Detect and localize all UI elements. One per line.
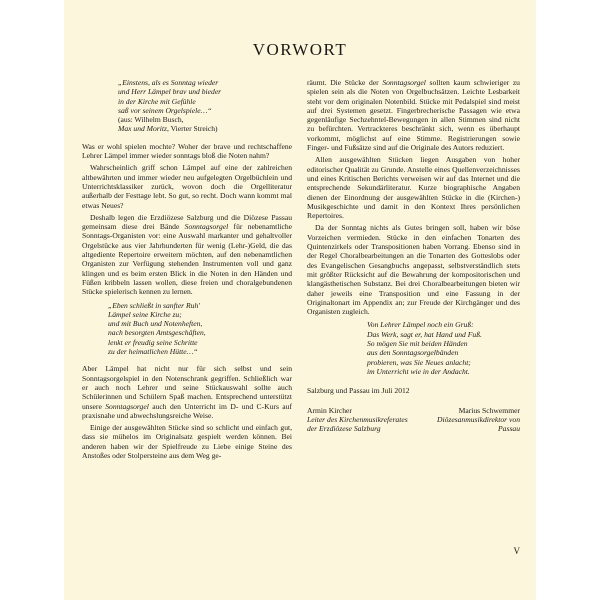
page-number: V [513, 546, 520, 556]
paragraph: Was er wohl spielen mochte? Woher der brave und rechtschaffene Lehrer Lämpel immer wieder sonntags bloß die Noten nahm? [82, 141, 292, 161]
verse-line: So mögen Sie mit beiden Händen [367, 339, 468, 349]
right-column [307, 78, 520, 433]
paragraph: Wahrscheinlich griff schon Lämpel auf eine der zahlreichen altbewährten und immer wieder neu aufgelegten Orgelbüchlein und Unterrichtsklassiker zurück, wovon doch die Orgelliteratur außerhalb der Festtage lebt. So gut, so recht. Doch wann kommt mal etwas Neues? [82, 163, 292, 210]
verse-line: im Unterricht wie in der Andacht. [367, 366, 470, 376]
epigraph-quote [82, 78, 292, 134]
book-page [64, 0, 536, 600]
paragraph: Aber Lämpel hat nicht nur für sich selbst und sein Sonntagsorgelspiel in den Notenschrank gegriffen. Schließlich war er auch noch Lehrer und seine Stückauswahl sollte auch Schülerinnen und Schülern Spaß machen. Entsprechend unterstützt unsere Sonntagsorgel auch den Unterricht im D- und C-Kurs auf praxisnahe und abwechslungsreiche Weise. [82, 364, 293, 420]
page-title: VORWORT [252, 40, 348, 59]
verse-line: zu der heimatlichen Hütte…“ [108, 347, 198, 357]
epigraph-source: (aus: Wilhelm Busch, Max und Moritz, Vierter Streich) [118, 115, 218, 134]
paragraph: Einige der ausgewählten Stücke sind so schlicht und einfach gut, dass sie mühelos im Originalsatz gespielt werden können. Bei anderen haben wir der Spielfreude zu Liebe einige Steine des Anstoßes oder Stolpersteine aus dem Weg ge- [82, 423, 292, 460]
verse-quote [82, 301, 292, 357]
verse-line: Lämpel seine Kirche zu; [108, 309, 182, 319]
verse-line: aus den Sonntagsorgelbänden [367, 348, 459, 358]
signature-schwemmer [420, 406, 520, 434]
verse-line: probieren, was Sie Neues anlacht; [367, 357, 471, 367]
signature-kircher [307, 406, 417, 434]
signatory-name: Marius Schwemmer [458, 405, 520, 415]
paragraph: Da der Sonntag nichts als Gutes bringen soll, haben wir böse Vorzeichen vermieden. Stücke in den einfachen Tonarten des Quintenzirkels oder Transpositionen haben Vorrang. Ebenso sind in der Regel Choralbearbeitungen an die Tonarten des Gotteslobs oder des Evangelischen Gesangbuchs angepasst, selbstverständlich stets mit größter Rücksicht auf die Bewahrung der kompositorischen und klangästhetischen Substanz. Bei drei Choralbearbeitungen bieten wir daher jeweils eine Transposition und eine Fassung in der Originaltonart im Appendix an; zur Freude der Kirchgänger und des Organisten zugleich. [307, 223, 520, 317]
paragraph: Deshalb legen die Erzdiözese Salzburg und die Diözese Passau gemeinsam diese drei Bände Sonntagsorgel für nebenamtliche Sonntags-Organisten vor: eine Auswahl markanter und gehaltvoller Orgelstücke aus vier Jahrhunderten für wenig (Lehr-)Geld, die das altgediente Repertoire erweitern möchten, auf den nebenamtlichen Organisten zur Verfügung stehenden Instrumenten voll und ganz klingen und es beim ersten Blick in die Noten in den Händen und Füßen kribbeln lassen wollen, diese freien und choralgebundenen Stücke spielerisch kennen zu lernen. [82, 212, 292, 297]
left-column [82, 78, 292, 463]
closing-verse [307, 320, 520, 376]
verse-line: Von Lehrer Lämpel noch ein Gruß: [367, 320, 474, 330]
paragraph: Allen ausgewählten Stücken liegen Ausgaben von hoher editorischer Qualität zu Grunde. Anstelle eines Quellenverzeichnisses und eines Kritischen Berichts verweisen wir auf das Internet und die entsprechende Sekundärliteratur. Kurze biographische Angaben dienen der Einordnung der ausgewählten Stücke in die (Kirchen-) Musikgeschichte und damit in den Kontext Ihres persönlichen Repertoires. [307, 155, 520, 221]
signatory-role: Diözesanmusikdirektor von Passau [436, 414, 520, 434]
verse-line: lenkt er freudig seine Schritte [108, 337, 198, 347]
epigraph-line: saß vor seinem Orgelspiele…“ [118, 105, 212, 115]
signatory-role: Leiter des Kirchenmusikreferates der Erzdiözese Salzburg [307, 414, 408, 434]
signatory-name: Armin Kircher [307, 405, 352, 415]
signatures [307, 406, 520, 434]
epigraph-line: in der Kirche mit Gefühle [118, 96, 196, 106]
place-date: Salzburg und Passau im Juli 2012 [307, 386, 410, 396]
verse-line: und mit Buch und Notenheften, [108, 319, 203, 329]
epigraph-line: und Herr Lämpel brav und bieder [118, 87, 222, 97]
paragraph: räumt. Die Stücke der Sonntagsorgel sollten kaum schwieriger zu spielen sein als die Noten von Orgelbuchsätzen. Leichte Lesbarkeit steht vor dem originalen Notenbild. Stücke mit Pedalspiel sind meist auf drei Systemen gesetzt. Fingerbrecherische Passagen wie etwa gegenläufige Sechzehntel-Bewegungen in allen Stimmen sind nicht zu befürchten. Vertrackteres beschränkt sich, wenn es überhaupt vorkommt, möglichst auf eine Stimme. Registrierungen sowie Finger- und Fußsätze sind auf die Originale des Autors reduziert. [307, 78, 520, 153]
verse-line: nach besorgten Amtsgeschäften, [108, 328, 206, 338]
verse-line: „Eben schließt in sanfter Ruh' [108, 300, 200, 310]
epigraph-line: „Einstens, als es Sonntag wieder [118, 78, 219, 87]
verse-line: Das Werk, sagt er, hat Hand und Fuß. [367, 329, 482, 339]
